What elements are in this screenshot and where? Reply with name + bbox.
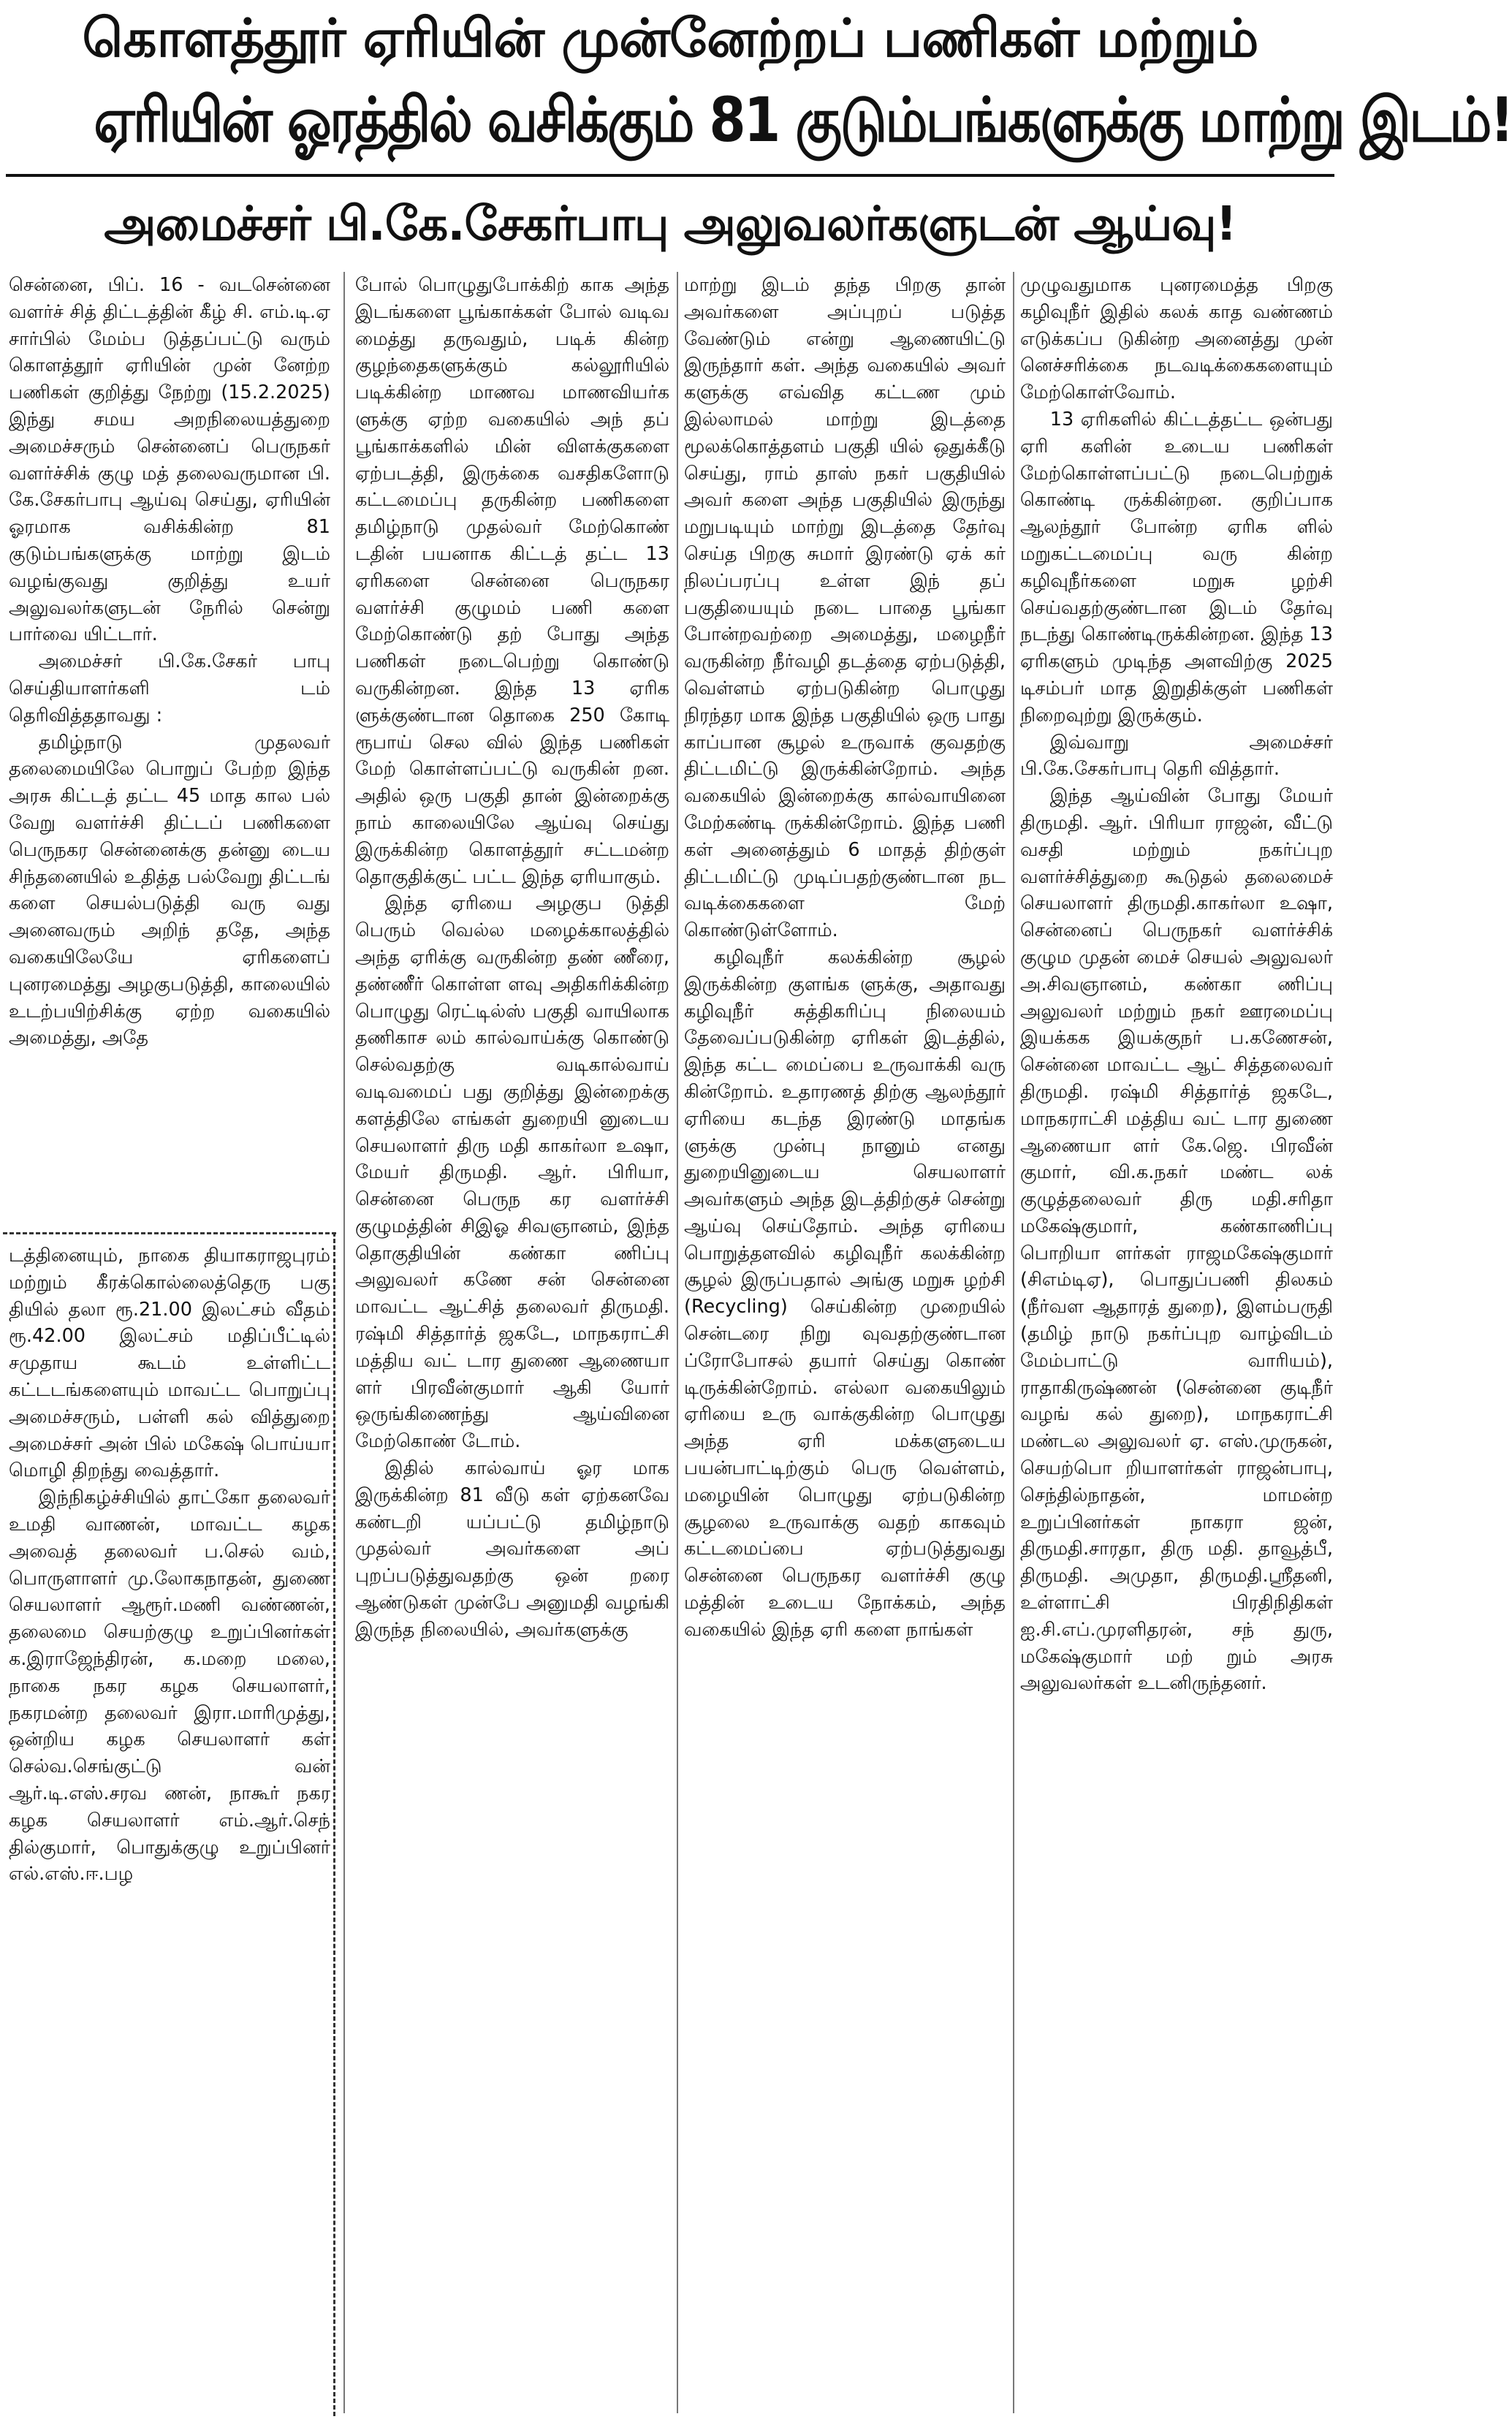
article-paragraph: போல் பொழுதுபோக்கிற் காக அந்த இடங்களை பூங்காக்கள் போல் வடிவ மைத்து தருவதும், படிக் கின்ற குழந்தைகளுக்கும் கல்லூரியில் படிக்கின்ற மாணவ மாணவியர்க ளுக்கு ஏற்ற வகையில் அந் தப் பூங்காக்களில் மின் விளக்குகளை ஏற்படத்தி, இருக்கை வசதிகளோடு கட்டமைப்பு தருகின்ற பணிகளை தமிழ்நாடு முதல்வர் மேற்கொண் டதின் பயனாக கிட்டத் தட்ட 13 ஏரிகளை சென்னை பெருநகர வளர்ச்சி குழுமம் பணி களை மேற்கொண்டு தற் போது அந்த பணிகள் நடைபெற்று கொண்டு வருகின்றன. இந்த 13 ஏரிக ளுக்குண்டான தொகை 250 கோடி ரூபாய் செல வில் இந்த பணிகள் மேற் கொள்ளப்பட்டு வருகின் றன. அதில் ஒரு பகுதி தான் இன்றைக்கு நாம் காலையிலே ஆய்வு செய்து இருக்கின்ற கொளத்தூர் சட்டமன்ற தொகுதிக்குட் பட்ட இந்த ஏரியாகும். (355, 274, 669, 888)
article-paragraph: மாற்று இடம் தந்த பிறகு தான் அவர்களை அப்புறப் படுத்த வேண்டும் என்று ஆணையிட்டு இருந்தார் கள். அந்த வகையில் அவர் களுக்கு எவ்வித கட்டண மும் இல்லாமல் மாற்று இடத்தை மூலக்கொத்தளம் பகுதி யில் ஒதுக்கீடு செய்து, ராம் தாஸ் நகர் பகுதியில் அவர் களை அந்த பகுதியில் இருந்து மறுபடியும் மாற்று இடத்தை தேர்வு செய்த பிறகு சுமார் இரண்டு ஏக் கர் நிலப்பரப்பு உள்ள இந் தப் பகுதியையும் நடை பாதை பூங்கா போன்றவற்றை அமைத்து, மழைநீர் வருகின்ற நீர்வழி தடத்தை ஏற்படுத்தி, வெள்ளம் ஏற்படுகின்ற பொழுது நிரந்தர மாக இந்த பகுதியில் ஒரு பாது காப்பான சூழல் உருவாக் குவதற்கு திட்டமிட்டு இருக்கின்றோம். அந்த வகையில் இன்றைக்கு கால்வாயினை மேற்கண்டி ருக்கின்றோம். இந்த பணி கள் அனைத்தும் 6 மாதத் திற்குள் திட்டமிட்டு முடிப்பதற்குண்டான நட வடிக்கைகளை மேற் கொண்டுள்ளோம். (684, 274, 1006, 942)
headline-line-2: ஏரியின் ஓரத்தில் வசிக்கும் 81 குடும்பங்களுக்கு மாற்று இடம்! (94, 84, 1512, 156)
headline-divider (6, 174, 1334, 177)
article-paragraph: அமைச்சர் பி.கே.சேகர் பாபு செய்தியாளர்களி டம் தெரிவித்ததாவது : (9, 650, 330, 726)
separate-story-border-top (3, 1232, 336, 1234)
article-column-2 (355, 272, 669, 2413)
article-paragraph: தமிழ்நாடு முதலவர் தலைமையிலே பொறுப் பேற்ற இந்த அரசு கிட்டத் தட்ட 45 மாத கால பல் வேறு வளர்ச்சி திட்டப் பணிகளை பெருநகர சென்னைக்கு தன்னு டைய சிந்தனையில் உதித்த பல்வேறு திட்டங் களை செயல்படுத்தி வரு வது அனைவரும் அறிந் ததே, அந்த வகையிலேயே ஏரிகளைப் புனரமைத்து அழகுபடுத்தி, காலையில் உடற்பயிற்சிக்கு ஏற்ற வகையில் அமைத்து, அதே (9, 731, 330, 1049)
article-paragraph: 13 ஏரிகளில் கிட்டத்தட்ட ஒன்பது ஏரி களின் உடைய பணிகள் மேற்கொள்ளப்பட்டு நடைபெற்றுக் கொண்டி ருக்கின்றன. குறிப்பாக ஆலந்தூர் போன்ற ஏரிக ளில் மறுகட்டமைப்பு வரு கின்ற கழிவுநீர்களை மறுசு ழற்சி செய்வதற்குண்டான இடம் தேர்வு நடந்து கொண்டிருக்கின்றன. இந்த 13 ஏரிகளும் முடிந்த அளவிற்கு 2025 டிசம்பர் மாத இறுதிக்குள் பணிகள் நிறைவுற்று இருக்கும். (1020, 408, 1333, 726)
separate-story-column (9, 1242, 330, 2412)
separate-story-border-side (333, 1232, 335, 2416)
article-paragraph: இந்நிகழ்ச்சியில் தாட்கோ தலைவர் உமதி வாணன், மாவட்ட கழக அவைத் தலைவர் ப.செல் வம், பொருளாளர் மு.லோகநாதன், துணை செயலாளர் ஆரூர்.மணி வண்ணன், தலைமை செயற்குழு உறுப்பினர்கள் க.இராஜேந்திரன், க.மறை மலை, நாகை நகர கழக செயலாளர், நகரமன்ற தலைவர் இரா.மாரிமுத்து, ஒன்றிய கழக செயலாளர் கள் செல்வ.செங்குட்டு வன் ஆர்.டி.எஸ்.சரவ ணன், நாகூர் நகர கழக செயலாளர் எம்.ஆர்.செந் தில்குமார், பொதுக்குழு உறுப்பினர் எல்.எஸ்.ஈ.பழ (9, 1487, 330, 1886)
column-divider (677, 272, 678, 2413)
article-paragraph: இவ்வாறு அமைச்சர் பி.கே.சேகர்பாபு தெரி வித்தார். (1020, 731, 1333, 781)
article-paragraph: கழிவுநீர் கலக்கின்ற சூழல் இருக்கின்ற குளங்க ளுக்கு, அதாவது கழிவுநீர் சுத்திகரிப்பு நிலையம் தேவைப்படுகின்ற ஏரிகள் இடத்தில், இந்த கட்ட மைப்பை உருவாக்கி வரு கின்றோம். உதாரணத் திற்கு ஆலந்தூர் ஏரியை கடந்த இரண்டு மாதங்க ளுக்கு முன்பு நானும் எனது துறையினுடைய செயலாளர் அவர்களும் அந்த இடத்திற்குச் சென்று ஆய்வு செய்தோம். அந்த ஏரியை பொறுத்தளவில் கழிவுநீர் கலக்கின்ற சூழல் இருப்பதால் அங்கு மறுசு ழற்சி (Recycling) செய்கின்ற முறையில் சென்டரை நிறு வுவதற்குண்டான ப்ரோபோசல் தயார் செய்து கொண் டிருக்கின்றோம். எல்லா வகையிலும் ஏரியை உரு வாக்குகின்ற பொழுது அந்த ஏரி மக்களுடைய பயன்பாட்டிற்கும் பெரு வெள்ளம், மழையின் பொழுது ஏற்படுகின்ற சூழலை உருவாக்கு வதற் காகவும் கட்டமைப்பை ஏற்படுத்துவது சென்னை பெருநகர வளர்ச்சி குழு மத்தின் உடைய நோக்கம், அந்த வகையில் இந்த ஏரி களை நாங்கள் (684, 946, 1006, 1641)
headline-line-1: கொளத்தூர் ஏரியின் முன்னேற்றப் பணிகள் மற்றும் (82, 7, 1258, 69)
sub-headline: அமைச்சர் பி.கே.சேகர்பாபு அலுவலர்களுடன் ஆய்வு! (104, 197, 1236, 251)
article-paragraph: இதில் கால்வாய் ஓர மாக இருக்கின்ற 81 வீடு கள் ஏற்கனவே கண்டறி யப்பட்டு தமிழ்நாடு முதல்வர் அவர்களை அப் புறப்படுத்துவதற்கு ஒன் றரை ஆண்டுகள் முன்பே அனுமதி வழங்கி இருந்த நிலையில், அவர்களுக்கு (355, 1457, 669, 1641)
article-paragraph: இந்த ஆய்வின் போது மேயர் திருமதி. ஆர். பிரியா ராஜன், வீட்டு வசதி மற்றும் நகர்ப்புற வளர்ச்சித்துறை கூடுதல் தலைமைச் செயலாளர் திருமதி.காகர்லா உஷா, சென்னைப் பெருநகர் வளர்ச்சிக் குழும முதன் மைச் செயல் அலுவலர் அ.சிவஞானம், கண்கா ணிப்பு அலுவலர் மற்றும் நகர் ஊரமைப்பு இயக்கக இயக்குநர் ப.கணேசன், சென்னை மாவட்ட ஆட் சித்தலைவர் திருமதி. ரஷ்மி சித்தார்த் ஜகடே, மாநகராட்சி மத்திய வட் டார துணை ஆணையா ளர் கே.ஜெ. பிரவீன் குமார், வி.க.நகர் மண்ட லக் குழுத்தலைவர் திரு மதி.சரிதா மகேஷ்குமார், கண்காணிப்பு பொறியா ளர்கள் ராஜமகேஷ்குமார் (சிஎம்டிஏ), பொதுப்பணி திலகம் (நீர்வள ஆதாரத் துறை), இளம்பருதி (தமிழ் நாடு நகர்ப்புற வாழ்விடம் மேம்பாட்டு வாரியம்), ராதாகிருஷ்ணன் (சென்னை குடிநீர் வழங் கல் துறை), மாநகராட்சி மண்டல அலுவலர் ஏ. எஸ்.முருகன், செயற்பொ றியாளர்கள் ராஜன்பாபு, செந்தில்நாதன், மாமன்ற உறுப்பினர்கள் நாகரா ஜன், திருமதி.சாரதா, திரு மதி. தாவூத்பீ, திருமதி. அமுதா, திருமதி.ஸ்ரீதனி, உள்ளாட்சி பிரதிநிதிகள் ஐ.சி.எப்.முரளிதரன், சந் துரு, மகேஷ்குமார் மற் றும் அரசு அலுவலர்கள் உடனிருந்தனர். (1020, 785, 1333, 1695)
article-paragraph: முழுவதுமாக புனரமைத்த பிறகு கழிவுநீர் இதில் கலக் காத வண்ணம் எடுக்கப்ப டுகின்ற அனைத்து முன் னெச்சரிக்கை நடவடிக்கைகளையும் மேற்கொள்வோம். (1020, 274, 1333, 404)
article-column-1 (9, 272, 330, 1215)
article-paragraph: டத்தினையும், நாகை தியாகராஜபுரம் மற்றும் கீரக்கொல்லைத்தெரு பகு தியில் தலா ரூ.21.00 இலட்சம் வீதம் ரூ.42.00 இலட்சம் மதிப்பீட்டில் சமுதாய கூடம் உள்ளிட்ட கட்டடங்களையும் மாவட்ட பொறுப்பு அமைச்சரும், பள்ளி கல் வித்துறை அமைச்சர் அன் பில் மகேஷ் பொய்யா மொழி திறந்து வைத்தார். (9, 1245, 330, 1482)
column-divider (1013, 272, 1014, 2413)
article-paragraph: இந்த ஏரியை அழகுப டுத்தி பெரும் வெல்ல மழைக்காலத்தில் அந்த ஏரிக்கு வருகின்ற தண் ணீரை, தண்ணீர் கொள்ள ளவு அதிகரிக்கின்ற பொழுது ரெட்டில்ஸ் பகுதி வாயிலாக தணிகாச லம் கால்வாய்க்கு கொண்டு செல்வதற்கு வடிகால்வாய் வடிவமைப் பது குறித்து இன்றைக்கு களத்திலே எங்கள் துறையி னுடைய செயலாளர் திரு மதி காகர்லா உஷா, மேயர் திருமதி. ஆர். பிரியா, சென்னை பெருந கர வளர்ச்சி குழுமத்தின் சிஇஓ சிவஞானம், இந்த தொகுதியின் கண்கா ணிப்பு அலுவலர் கணே சன் சென்னை மாவட்ட ஆட்சித் தலைவர் திருமதி. ரஷ்மி சித்தார்த் ஜகடே, மாநகராட்சி மத்திய வட் டார துணை ஆணையா ளர் பிரவீன்குமார் ஆகி யோர் ஒருங்கிணைந்து ஆய்வினை மேற்கொண் டோம். (355, 892, 669, 1453)
article-column-3 (684, 272, 1006, 2413)
article-column-4 (1020, 272, 1333, 2413)
column-divider (343, 272, 345, 2413)
article-paragraph: சென்னை, பிப். 16 - வடசென்னை வளர்ச் சித் திட்டத்தின் கீழ் சி. எம்.டி.ஏ சார்பில் மேம்ப டுத்தப்பட்டு வரும் கொளத்தூர் ஏரியின் முன் னேற்ற பணிகள் குறித்து நேற்று (15.2.2025) இந்து சமய அறநிலையத்துறை அமைச்சரும் சென்னைப் பெருநகர் வளர்ச்சிக் குழு மத் தலைவருமான பி. கே.சேகர்பாபு ஆய்வு செய்து, ஏரியின் ஓரமாக வசிக்கின்ற 81 குடும்பங்களுக்கு மாற்று இடம் வழங்குவது குறித்து உயர் அலுவலர்களுடன் நேரில் சென்று பார்வை யிட்டார். (9, 274, 330, 646)
